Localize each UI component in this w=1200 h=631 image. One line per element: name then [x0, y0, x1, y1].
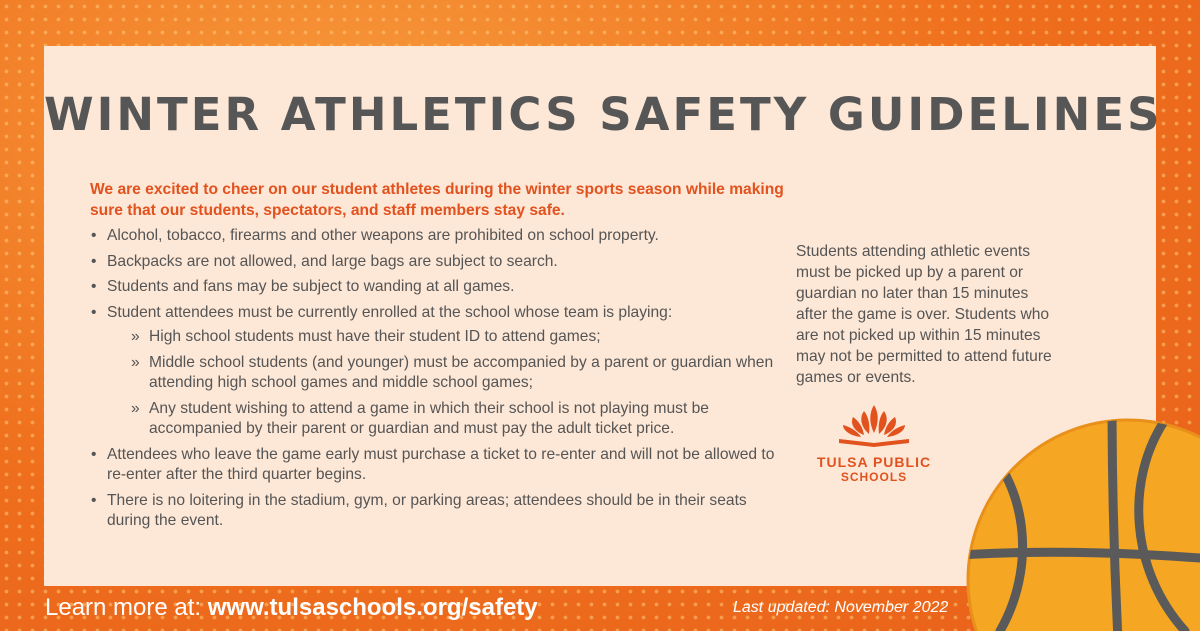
safety-url-link[interactable]: www.tulsaschools.org/safety: [207, 594, 538, 621]
guideline-item: • Backpacks are not allowed, and large bags are subject to search.: [90, 252, 790, 273]
logo-text-line1: TULSA PUBLIC: [816, 454, 932, 470]
sub-guideline-item: » Middle school students (and younger) must be accompanied by a parent or guardian when attending high school games and middle school games;: [107, 353, 790, 394]
guideline-item: • Alcohol, tobacco, firearms and other weapons are prohibited on school property.: [90, 226, 790, 247]
guidelines-list: [90, 226, 790, 537]
open-book-flame-icon: [831, 401, 917, 451]
guideline-item: • Students and fans may be subject to wanding at all games.: [90, 277, 790, 298]
guideline-item: • There is no loitering in the stadium, gym, or parking areas; attendees should be in their seats during the event.: [90, 491, 790, 532]
logo-text-line2: SCHOOLS: [840, 470, 908, 484]
sub-guideline-item: » Any student wishing to attend a game in which their school is not playing must be accompanied by their parent or guardian and must pay the adult ticket price.: [107, 399, 790, 440]
last-updated-text: Last updated: November 2022: [733, 599, 949, 616]
basketball-icon: [960, 400, 1200, 631]
intro-text: We are excited to cheer on our student athletes during the winter sports season while making sure that our students, spectators, and staff members stay safe.: [90, 181, 784, 219]
tulsa-public-schools-logo: [814, 401, 934, 484]
page-title: WINTER ATHLETICS SAFETY GUIDELINES: [44, 88, 1163, 141]
enrollment-sub-list: [107, 327, 790, 440]
learn-more-text: Learn more at: www.tulsaschools.org/safety: [45, 594, 538, 621]
sub-guideline-item: » High school students must have their student ID to attend games;: [107, 327, 790, 348]
pickup-notice: Students attending athletic events must be picked up by a parent or guardian no later than 15 minutes after the game is over. Students who are not picked up within 15 minutes may not be permitted to attend future games or events.: [796, 243, 1052, 386]
guideline-item: • Attendees who leave the game early must purchase a ticket to re-enter and will not be allowed to re-enter after the third quarter begins.: [90, 445, 790, 486]
guideline-item: • Student attendees must be currently enrolled at the school whose team is playing: » High school students must have their student ID to attend games; » Middle school students (and younger) must be accompanied by a parent or guardian when attending high school games and middle school games; » Any student wishing to attend a game in which their school is not playing must be accompanied by their parent or guardian and must pay the adult ticket price.: [90, 303, 790, 440]
